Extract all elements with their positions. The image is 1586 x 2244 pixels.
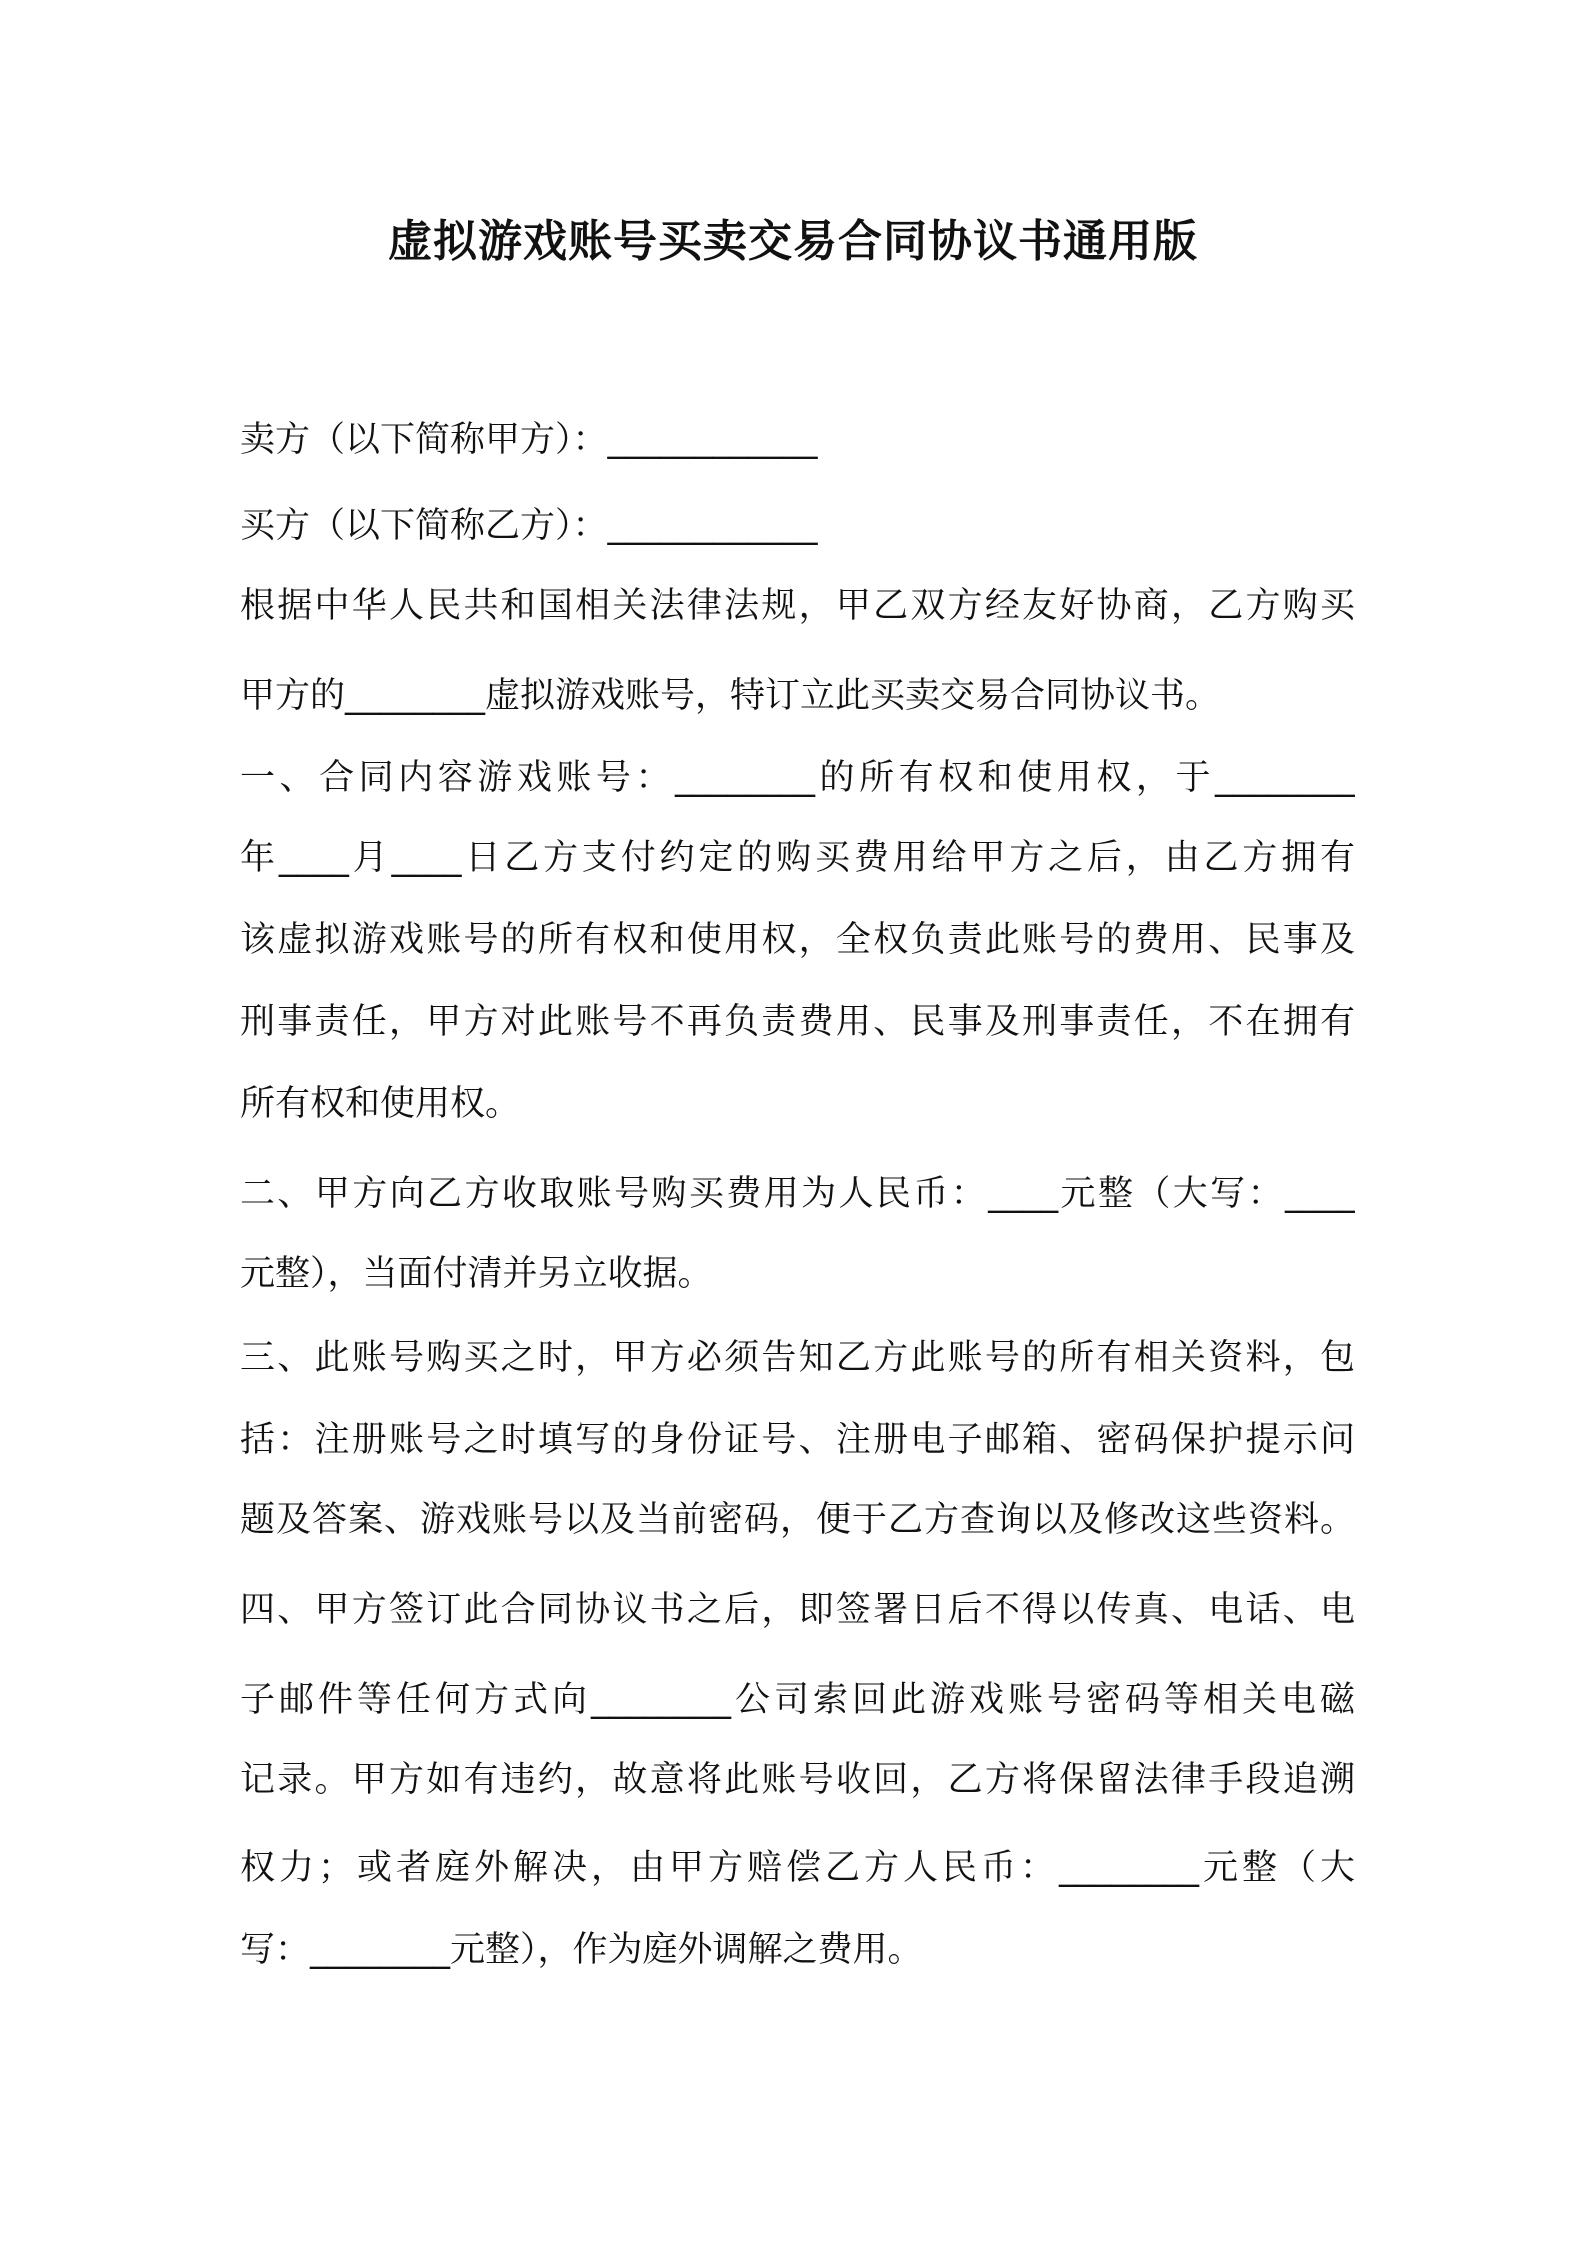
clause-1-line-4: 刑事责任，甲方对此账号不再负责费用、民事及刑事责任，不在拥有: [240, 1002, 1355, 1042]
clause-1-line-3: 该虚拟游戏账号的所有权和使用权，全权负责此账号的费用、民事及: [240, 920, 1355, 960]
clause-4-line-2: 子邮件等任何方式向________公司索回此游戏账号密码等相关电磁: [240, 1680, 1355, 1720]
preamble-line-2: 甲方的________虚拟游戏账号，特订立此买卖交易合同协议书。: [240, 676, 1221, 716]
clause-3-line-1: 三、此账号购买之时，甲方必须告知乙方此账号的所有相关资料，包: [240, 1338, 1355, 1378]
clause-4-line-5: 写：________元整），作为庭外调解之费用。: [240, 1930, 923, 1970]
clause-1-line-1: 一、合同内容游戏账号：________的所有权和使用权，于________: [240, 758, 1355, 798]
preamble-line-1: 根据中华人民共和国相关法律法规，甲乙双方经友好协商，乙方购买: [240, 586, 1355, 626]
document-title: 虚拟游戏账号买卖交易合同协议书通用版: [388, 216, 1198, 267]
clause-2-line-2: 元整），当面付清并另立收据。: [240, 1254, 713, 1294]
clause-4-line-4: 权力；或者庭外解决，由甲方赔偿乙方人民币：________元整（大: [240, 1848, 1355, 1888]
buyer-line: 买方（以下简称乙方）：____________: [240, 506, 818, 546]
clause-4-line-1: 四、甲方签订此合同协议书之后，即签署日后不得以传真、电话、电: [240, 1590, 1355, 1630]
seller-line: 卖方（以下简称甲方）：____________: [240, 420, 818, 460]
clause-3-line-2: 括：注册账号之时填写的身份证号、注册电子邮箱、密码保护提示问: [240, 1420, 1355, 1460]
clause-1-line-5: 所有权和使用权。: [240, 1084, 521, 1124]
clause-3-line-3: 题及答案、游戏账号以及当前密码，便于乙方查询以及修改这些资料。: [240, 1500, 1355, 1540]
clause-1-line-2: 年____月____日乙方支付约定的购买费用给甲方之后，由乙方拥有: [240, 838, 1355, 878]
clause-2-line-1: 二、甲方向乙方收取账号购买费用为人民币：____元整（大写：____: [240, 1174, 1355, 1214]
clause-4-line-3: 记录。甲方如有违约，故意将此账号收回，乙方将保留法律手段追溯: [240, 1760, 1355, 1800]
